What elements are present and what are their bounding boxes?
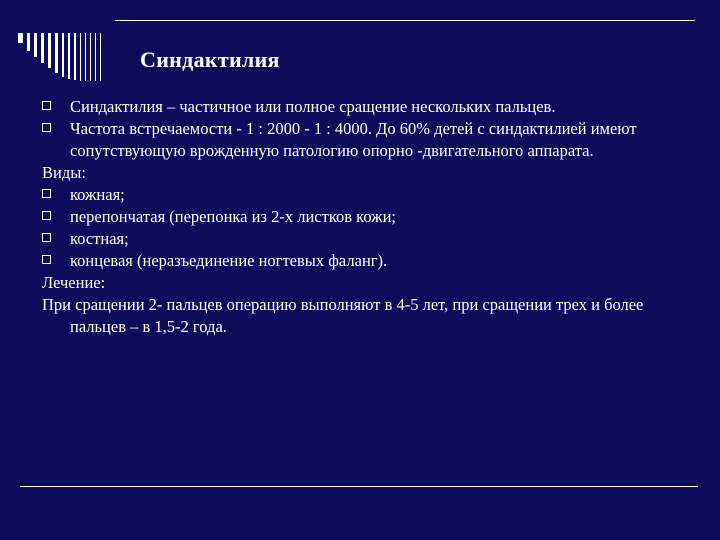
list-item-text: концевая (неразъединение ногтевых фаланг).: [70, 251, 388, 270]
section-label: [42, 162, 682, 184]
decorative-bar: [18, 33, 23, 43]
list-item-text: перепончатая (перепонка из 2-х листков кожи;: [70, 207, 396, 226]
list-item-text: костная;: [70, 229, 129, 248]
decorative-bar: [90, 33, 91, 81]
decorative-bar: [85, 33, 86, 81]
decorative-bar: [95, 33, 96, 81]
square-bullet-icon: [42, 211, 51, 220]
list-item: [42, 118, 682, 162]
slide-title: Синдактилия: [140, 47, 280, 72]
decorative-bar: [80, 33, 81, 81]
decorative-bar: [100, 33, 101, 81]
decorative-bar: [68, 33, 70, 79]
top-divider-line: [115, 20, 695, 21]
bottom-divider-line: [20, 486, 698, 487]
list-item-text: кожная;: [70, 185, 125, 204]
list-item: [42, 96, 682, 118]
paragraph-text: При сращении 2- пальцев операцию выполняют в 4-5 лет, при сращении трех и более пальцев – в 1,5-2 года.: [42, 295, 644, 336]
paragraph: [42, 294, 682, 338]
section-label-text: Виды:: [42, 163, 86, 182]
list-item: [42, 228, 682, 250]
section-label-text: Лечение:: [42, 273, 106, 292]
list-item-text: Частота встречаемости - 1 : 2000 - 1 : 4000. До 60% детей с синдактилией имеют сопутствующую врожденную патологию опорно -двигательного аппарата.: [70, 119, 637, 160]
decorative-bar: [62, 33, 64, 77]
square-bullet-icon: [42, 233, 51, 242]
slide-content: [42, 96, 682, 338]
decorative-bar: [41, 33, 44, 63]
list-item: [42, 184, 682, 206]
decorative-bar: [55, 33, 58, 73]
list-item-text: Синдактилия – частичное или полное сращение нескольких пальцев.: [70, 97, 556, 116]
decorative-bar: [34, 33, 37, 57]
square-bullet-icon: [42, 189, 51, 198]
list-item: [42, 250, 682, 272]
decorative-bar: [74, 33, 76, 80]
square-bullet-icon: [42, 255, 51, 264]
square-bullet-icon: [42, 101, 51, 110]
square-bullet-icon: [42, 123, 51, 132]
section-label: [42, 272, 682, 294]
decorative-bar: [27, 33, 30, 51]
list-item: [42, 206, 682, 228]
decorative-bar: [48, 33, 51, 68]
